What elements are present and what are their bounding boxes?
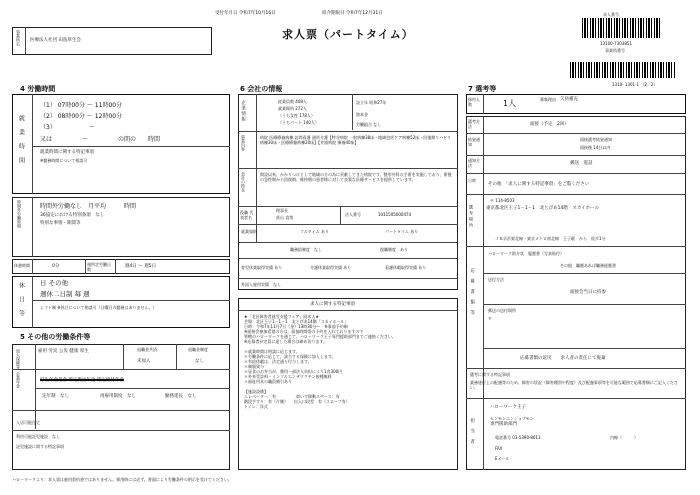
rules-label: 就業規則 (241, 229, 257, 234)
shift-2: （2） 08時00分 ～ 12時00分 (40, 113, 123, 120)
contact-ext: 内線（ ） (610, 435, 638, 440)
employer-name: 医療法人社団 田島厚生会 (30, 38, 81, 43)
result-2: 面接後 14日以内 (580, 145, 611, 150)
holiday-shift-note: シフト制 ※休日について相談可（日曜日の勤務はありません。） (40, 305, 157, 310)
received-date: 受付年月日 令和7年10月16日 (215, 11, 276, 16)
pension-label: 退職金共済 (137, 347, 157, 352)
docs-2: その他 職歴あれば職務経歴書 (560, 263, 616, 268)
business-text: 病院 医療療養病棟 訪問看護 通所介護【特谷病院 一般病棟38床・地域包括ケア病棟52床・回復期リハビリ病棟30床・医療療養病棟20床】【井浦病院 療養40床】 (260, 135, 452, 145)
shift-special-text: ※勤務時間について相談可 (40, 158, 88, 163)
contact-email: Eメール (495, 456, 510, 461)
contact-dept: 専門援助部門 (490, 422, 517, 427)
reason-value: 欠員補充 (560, 97, 578, 102)
break-box (12, 259, 230, 274)
corp-pension-items: 厚生年金基金 確定拠出年金 確定給付年金 (40, 378, 124, 383)
section-selection: 7 選考等 (468, 85, 497, 93)
zip2: 〒 (488, 316, 492, 321)
page-title: 求人票（パートタイム） (282, 28, 414, 41)
features-label: 会社の特長 (241, 172, 246, 192)
side-barcode-number: 1310- 1301-1 （2／2） (612, 82, 658, 87)
return-job: 復職制度 あり (380, 247, 408, 252)
footer-note: ハローワークより：求人票は雇用契約書ではありません。採用時には必ず、書面により労働条件の明示を受けてください。 (12, 477, 232, 482)
special-notes-title: 求人に関する特記事項 (310, 302, 355, 307)
result-label: 結果通知 (468, 137, 480, 147)
select-special-text: 業務遂行上の配慮等のため、障害の状況（障害種別や程度）及び配慮事項等を可能な範囲で応募書類にご記入ください。 (470, 380, 678, 390)
date-label: 日時 (468, 178, 476, 183)
rehire: 再雇用制度 なし (100, 394, 136, 399)
reason-label: 募集理由 (540, 97, 556, 102)
break-label: 休憩時間 (14, 263, 30, 268)
holiday-label: 休日等 (17, 282, 25, 324)
founded: 設立年 昭和27年 (356, 100, 387, 105)
shift-1: （1） 07時00分 ～ 11時00分 (40, 102, 123, 109)
childcare-facility: 利用可能託児施設 なし (16, 434, 60, 439)
pension-value: 未加入 (137, 359, 151, 364)
contact-label: 担当者 (469, 418, 475, 450)
agreement-text: 36協定における特別条項 なし (40, 213, 105, 218)
hire-value: 1人 (503, 99, 517, 108)
business-label: 事業内容 (241, 135, 246, 151)
join-text: 雇用 労災 公災 健康 厚生 (38, 349, 89, 354)
contact-kana: センモンエンジョブモン (490, 416, 534, 421)
zip: 〒 114-8503 (490, 198, 515, 203)
employees-1: 従業員数 408人 (278, 99, 307, 104)
join-label: 加入保険等 (16, 349, 21, 369)
special-condition: 特別な事情・期間等 (40, 221, 81, 226)
section-insurance: 5 その他の労働条件等 (20, 333, 91, 341)
features-text: 開設以来、かかりつけとして地域の方の為に貢献してきた病院です。整形外科の手術を実施しており、術後の急性期から回復期、維持期の患者様に対して良質な医療サービスを提供しています。 (260, 172, 452, 182)
shift-label: 就業時間 (17, 115, 25, 171)
send-value: 面接会当日に持参 (570, 290, 606, 295)
holiday-two-day: 週休二日制 毎 週 (40, 290, 90, 298)
contact-org: ハローワーク王子 (490, 405, 526, 410)
result-1: 面接選考結果通知 (580, 137, 612, 142)
retire-value: なし (195, 359, 204, 364)
rep-title: 理事長 (276, 208, 288, 213)
method-value: 面接（予定 2回） (530, 122, 569, 127)
dorm-label: 入居可能住宅 (16, 420, 40, 425)
holiday-days: 日 その他 (40, 279, 69, 287)
docs-label: 応募書類等 (469, 268, 475, 321)
place-label: 選考場所 (469, 205, 474, 229)
employees-2: 就業場所 272人 (278, 106, 307, 111)
date-value: その他 「求人に関する特記事項」をご覧ください (488, 182, 590, 187)
referral-deadline: 紹介期限日 令和7年12月31日 (322, 11, 383, 16)
employees-4: （うちパート 140人） (278, 120, 319, 125)
rep-label: 役職 代表者名 (240, 210, 254, 220)
corp-label: 法人番号 (345, 212, 361, 217)
rep-name: 荻山 直哉 (276, 215, 294, 220)
employees-label: 企業情報 (240, 100, 246, 122)
nursecare-record: 看護休暇取得実績 あり (385, 265, 427, 270)
section-company: 6 会社の情報 (240, 85, 283, 93)
weekly-days: 週4日 ～ 週5日 (125, 264, 157, 269)
union: 労働組合 なし (356, 122, 382, 127)
childcare-record: 育児休業取得実績 あり (241, 265, 283, 270)
side-barcode (570, 62, 675, 78)
contact-tel: 電話番号 03-5390-8613 (495, 435, 541, 440)
docs-other: 郵送の送付場所 (488, 308, 516, 313)
corp-number: 1011505000474 (378, 212, 412, 217)
capital: 資本金 (356, 112, 368, 117)
employees-3: （うち女性 178人） (278, 113, 315, 118)
access: ＪＲ京浜東北線・東京メトロ南北線 王子駅 から 徒歩1分 (495, 236, 606, 241)
select-special-label: 選考に関する特記事項 (470, 372, 510, 377)
overtime-text: 時間外労働なし 月平均 時間 (40, 203, 137, 210)
notice-label: 通知方法 (468, 158, 480, 168)
rules-parttime: パートタイム あり (385, 229, 419, 234)
overtime-label: 時間外労働時間 (17, 200, 22, 228)
method-label: 選考方法 (468, 119, 480, 129)
responsibility: 応募書類の返戻 求人者の責任にて廃棄 (520, 356, 606, 361)
hire-label: 採用人数 (468, 97, 480, 107)
retire-age: 定年制 なし (42, 394, 69, 399)
shift-or-line: 又は ～ の間の 時間 (40, 136, 161, 143)
break-value: 0分 (52, 264, 60, 269)
special-notes-lines: ★「北区障害者就労支援フェア」同求人★ 会場：北区王子1－1－1 北とぴあ14階「スカイホール」 日時：令和7年11月7日（金）13時30分～ ※事前予約制 ※面接会参加希望の方は、面接時間帯の予約を入れておりますので 管轄のハローワークを通じて、ハローワーク王子専門援助部門までご連絡ください。 ※応募者が定員に達した場合は締め切ります。 ＊就業時間は相談に応じます。 ＊労働条件に応じて、該当する保険に加入します。 ＊有給休暇は、法定通り付与します。 ＊制服貸与 ＊昼食のお弁当が、費用一部法人負担により1食300円 ＊外来受診料・インフルエンザワクチン接種無料 ＊福祉用具の職員割引あり 【施設設備】 エレベーター：有 車いす移動スペース：有 階段手すり：有（片側） 出入口段差：有（スロープ有） トイレ：洋式 (244, 314, 396, 409)
docs-1: ハローワーク紹介状 履歴書（写真貼付） (488, 251, 564, 256)
barcode-number: 13100-7303851 (600, 41, 632, 46)
weekly-days-label: 週所定労働日数 (87, 262, 111, 272)
send-label: 送付方法 (488, 277, 504, 282)
address: 東京都北区王子1－1－1 北とぴあ14階 スカイホール (486, 206, 600, 211)
shift-3: （3） ～ (40, 124, 95, 131)
retire-label: 退職金制度 (188, 347, 208, 352)
top-barcode (582, 18, 662, 38)
childcare-special: 託児施設に関する特記事項 (16, 444, 64, 449)
foreign-record: 外国人雇用実績 なし (241, 282, 281, 287)
change-job: 職務給制度 なし (290, 247, 322, 252)
corp-pension-label: 企業年金 (16, 372, 21, 388)
notice-value: 郵送 電話 (570, 161, 593, 166)
extension: 勤務延長 なし (165, 394, 197, 399)
contact-fax: FAX (495, 446, 503, 451)
barcode-label: 求人番号 (603, 12, 619, 17)
shift-special-label: 就業時間に関する特記事項 (40, 150, 94, 155)
rules-fulltime: フルタイム あり (300, 229, 329, 234)
section-labor-time: 4 労働時間 (20, 85, 56, 93)
nursing-record: 介護休業取得実績 あり (310, 265, 352, 270)
office-number-label: 事業所番号 (605, 48, 625, 53)
employer-label: 事業所名 (16, 30, 21, 46)
company-box (238, 94, 458, 290)
